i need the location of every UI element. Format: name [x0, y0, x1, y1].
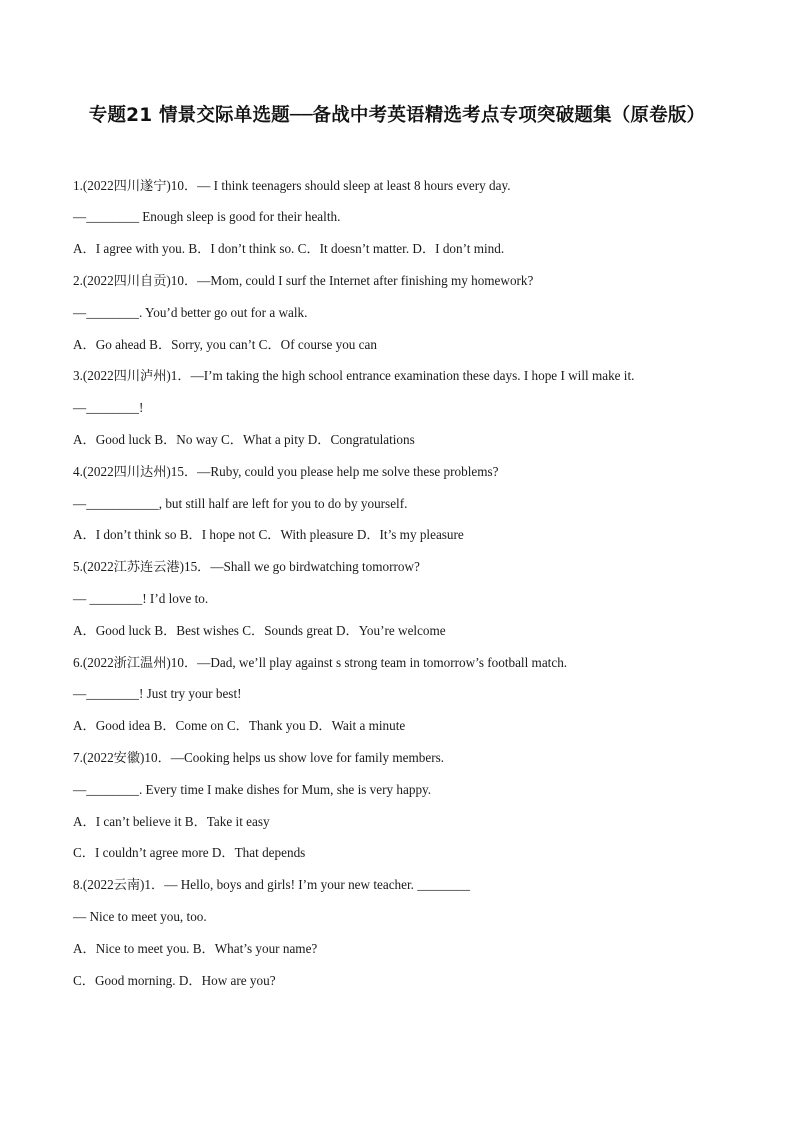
question-7-response: —________. Every time I make dishes for Mum, she is very happy.: [73, 782, 432, 797]
question-4-stem: 4.(2022四川达州)15．—Ruby, could you please help me solve these problems?: [73, 464, 499, 479]
question-3-stem: 3.(2022四川泸州)1．—I’m taking the high school entrance examination these days. I hope I will make it.: [73, 368, 635, 383]
question-3-response: —________!: [73, 400, 144, 415]
question-4-response: —___________, but still half are left for you to do by yourself.: [73, 496, 408, 511]
question-3-options: A．Good luck B．No way C．What a pity D．Congratulations: [73, 432, 415, 447]
question-8-options-ab: A．Nice to meet you. B．What’s your name?: [73, 941, 318, 956]
question-8-response: — Nice to meet you, too.: [73, 909, 207, 924]
question-7-options-ab: A．I can’t believe it B．Take it easy: [73, 814, 270, 829]
page-title: 专题21 情景交际单选题──备战中考英语精选考点专项突破题集（原卷版）: [88, 105, 706, 126]
question-5-stem: 5.(2022江苏连云港)15．—Shall we go birdwatching tomorrow?: [73, 559, 420, 574]
question-6-stem: 6.(2022浙江温州)10．—Dad, we’ll play against s strong team in tomorrow’s football match.: [73, 655, 568, 670]
question-1-response: —________ Enough sleep is good for their health.: [73, 209, 341, 224]
question-4-options: A．I don’t think so B．I hope not C．With pleasure D．It’s my pleasure: [73, 527, 464, 542]
question-1-stem: 1.(2022四川遂宁)10．— I think teenagers should sleep at least 8 hours every day.: [73, 178, 511, 193]
question-2-response: —________. You’d better go out for a walk.: [73, 305, 308, 320]
question-5-response: — ________! I’d love to.: [73, 591, 209, 606]
question-8-options-cd: C．Good morning. D．How are you?: [73, 973, 276, 988]
question-2-options: A．Go ahead B．Sorry, you can’t C．Of course you can: [73, 337, 377, 352]
question-6-options: A．Good idea B．Come on C．Thank you D．Wait a minute: [73, 718, 406, 733]
question-1-options: A．I agree with you. B．I don’t think so. C．It doesn’t matter. D．I don’t mind.: [73, 241, 505, 256]
question-7-options-cd: C．I couldn’t agree more D．That depends: [73, 845, 306, 860]
question-8-stem: 8.(2022云南)1．— Hello, boys and girls! I’m your new teacher. ________: [73, 877, 471, 892]
question-2-stem: 2.(2022四川自贡)10．—Mom, could I surf the Internet after finishing my homework?: [73, 273, 534, 288]
question-7-stem: 7.(2022安徽)10．—Cooking helps us show love for family members.: [73, 750, 445, 765]
question-6-response: —________! Just try your best!: [73, 686, 242, 701]
question-5-options: A．Good luck B．Best wishes C．Sounds great D．You’re welcome: [73, 623, 446, 638]
